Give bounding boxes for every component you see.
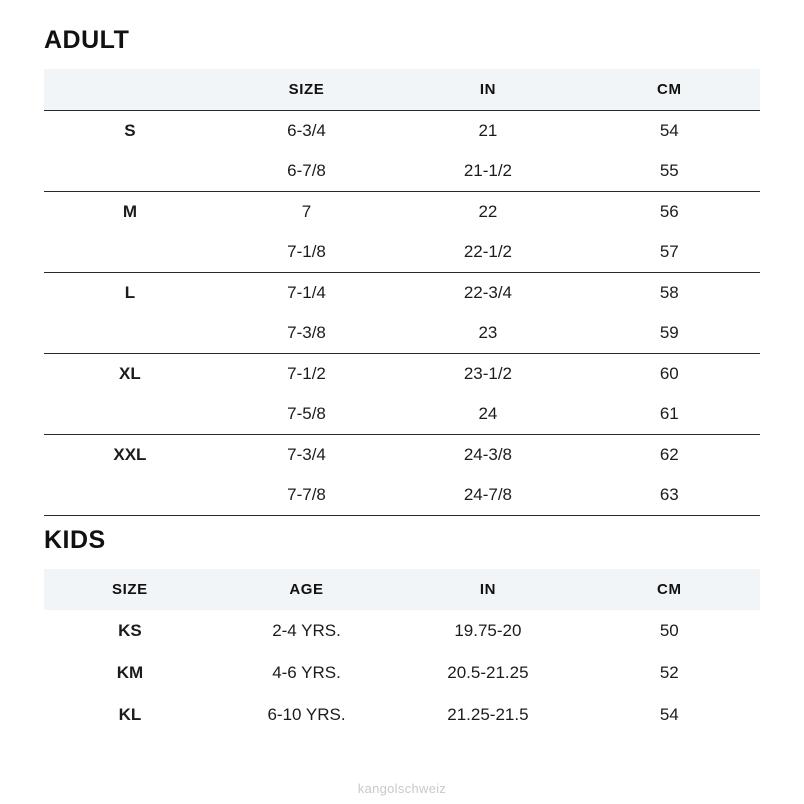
- kids-row-cm: 54: [659, 705, 679, 724]
- adult-row-size: 7-5/8: [287, 404, 326, 423]
- adult-row-label: [44, 313, 216, 354]
- table-header-row: [44, 569, 760, 610]
- table-row: [44, 694, 760, 736]
- adult-row-cm: 61: [659, 404, 679, 423]
- kids-header-cm: CM: [579, 569, 760, 610]
- kids-row-cm: 52: [659, 663, 679, 682]
- adult-table-body: [44, 111, 760, 516]
- adult-row-in: 24: [478, 404, 498, 423]
- adult-row-in: 22-3/4: [397, 273, 578, 314]
- adult-row-in: 24-3/8: [397, 435, 578, 476]
- table-row: [44, 111, 760, 152]
- table-row: [44, 232, 760, 273]
- adult-row-cm: 62: [579, 435, 760, 476]
- table-row: [44, 313, 760, 354]
- adult-row-in: 23-1/2: [397, 354, 578, 395]
- adult-table-header: [44, 69, 760, 111]
- table-row: [44, 192, 760, 233]
- watermark-text: kangolschweiz: [357, 781, 447, 796]
- table-row: [44, 435, 760, 476]
- adult-row-label: [44, 394, 216, 435]
- table-row: [44, 475, 760, 516]
- adult-row-size: 7-3/4: [216, 435, 397, 476]
- kids-row-in: 20.5-21.25: [447, 663, 529, 682]
- adult-row-label: L: [44, 273, 216, 314]
- kids-row-age: 2-4 YRS.: [272, 621, 341, 640]
- adult-header-size: SIZE: [216, 69, 397, 111]
- kids-row-label: KL: [118, 705, 142, 724]
- adult-row-label: [44, 232, 216, 273]
- adult-row-in: 22: [397, 192, 578, 233]
- adult-row-label: XL: [44, 354, 216, 395]
- adult-row-in: 24-7/8: [397, 475, 578, 516]
- kids-table-header: [44, 569, 760, 610]
- adult-size-table: [44, 69, 760, 516]
- adult-row-cm: 59: [659, 323, 679, 342]
- adult-row-cm: 63: [579, 475, 760, 516]
- adult-row-size: 7-1/4: [216, 273, 397, 314]
- kids-header-size: SIZE: [44, 569, 216, 610]
- adult-row-size: 7-3/8: [287, 323, 326, 342]
- table-row: [44, 652, 760, 694]
- adult-row-size: 7-1/8: [287, 242, 326, 261]
- kids-section-title: KIDS: [44, 526, 106, 554]
- kids-row-label: KS: [118, 621, 142, 640]
- adult-row-size: 7-7/8: [216, 475, 397, 516]
- kids-size-table: [44, 569, 760, 736]
- adult-header-blank: [44, 69, 216, 111]
- kids-row-in: 19.75-20: [454, 621, 522, 640]
- table-row: [44, 273, 760, 314]
- adult-row-label: [44, 475, 216, 516]
- kids-row-age: 6-10 YRS.: [267, 705, 346, 724]
- adult-row-in: 22-1/2: [463, 242, 513, 261]
- adult-section-title: ADULT: [44, 26, 130, 54]
- adult-row-cm: 57: [659, 242, 679, 261]
- kids-row-age: 4-6 YRS.: [272, 663, 341, 682]
- adult-row-in: 23: [478, 323, 498, 342]
- kids-row-cm: 50: [659, 621, 679, 640]
- kids-header-age: AGE: [216, 569, 397, 610]
- kids-row-in: 21.25-21.5: [447, 705, 529, 724]
- adult-row-cm: 56: [579, 192, 760, 233]
- table-header-row: [44, 69, 760, 111]
- adult-row-size: 6-7/8: [287, 161, 326, 180]
- adult-row-label: S: [44, 111, 216, 152]
- table-row: [44, 354, 760, 395]
- adult-row-in: 21: [397, 111, 578, 152]
- table-row: [44, 151, 760, 192]
- adult-row-in: 21-1/2: [463, 161, 513, 180]
- table-row: [44, 610, 760, 652]
- adult-row-cm: 58: [579, 273, 760, 314]
- adult-header-cm: CM: [579, 69, 760, 111]
- kids-table-body: [44, 610, 760, 736]
- table-row: [44, 394, 760, 435]
- adult-row-size: 6-3/4: [216, 111, 397, 152]
- kids-header-in: IN: [397, 569, 578, 610]
- kids-row-label: KM: [116, 663, 144, 682]
- adult-row-label: XXL: [44, 435, 216, 476]
- adult-row-label: [44, 151, 216, 192]
- adult-row-cm: 60: [579, 354, 760, 395]
- adult-row-cm: 54: [579, 111, 760, 152]
- adult-row-size: 7: [216, 192, 397, 233]
- adult-row-cm: 55: [659, 161, 679, 180]
- adult-header-in: IN: [397, 69, 578, 111]
- adult-row-size: 7-1/2: [216, 354, 397, 395]
- adult-row-label: M: [44, 192, 216, 233]
